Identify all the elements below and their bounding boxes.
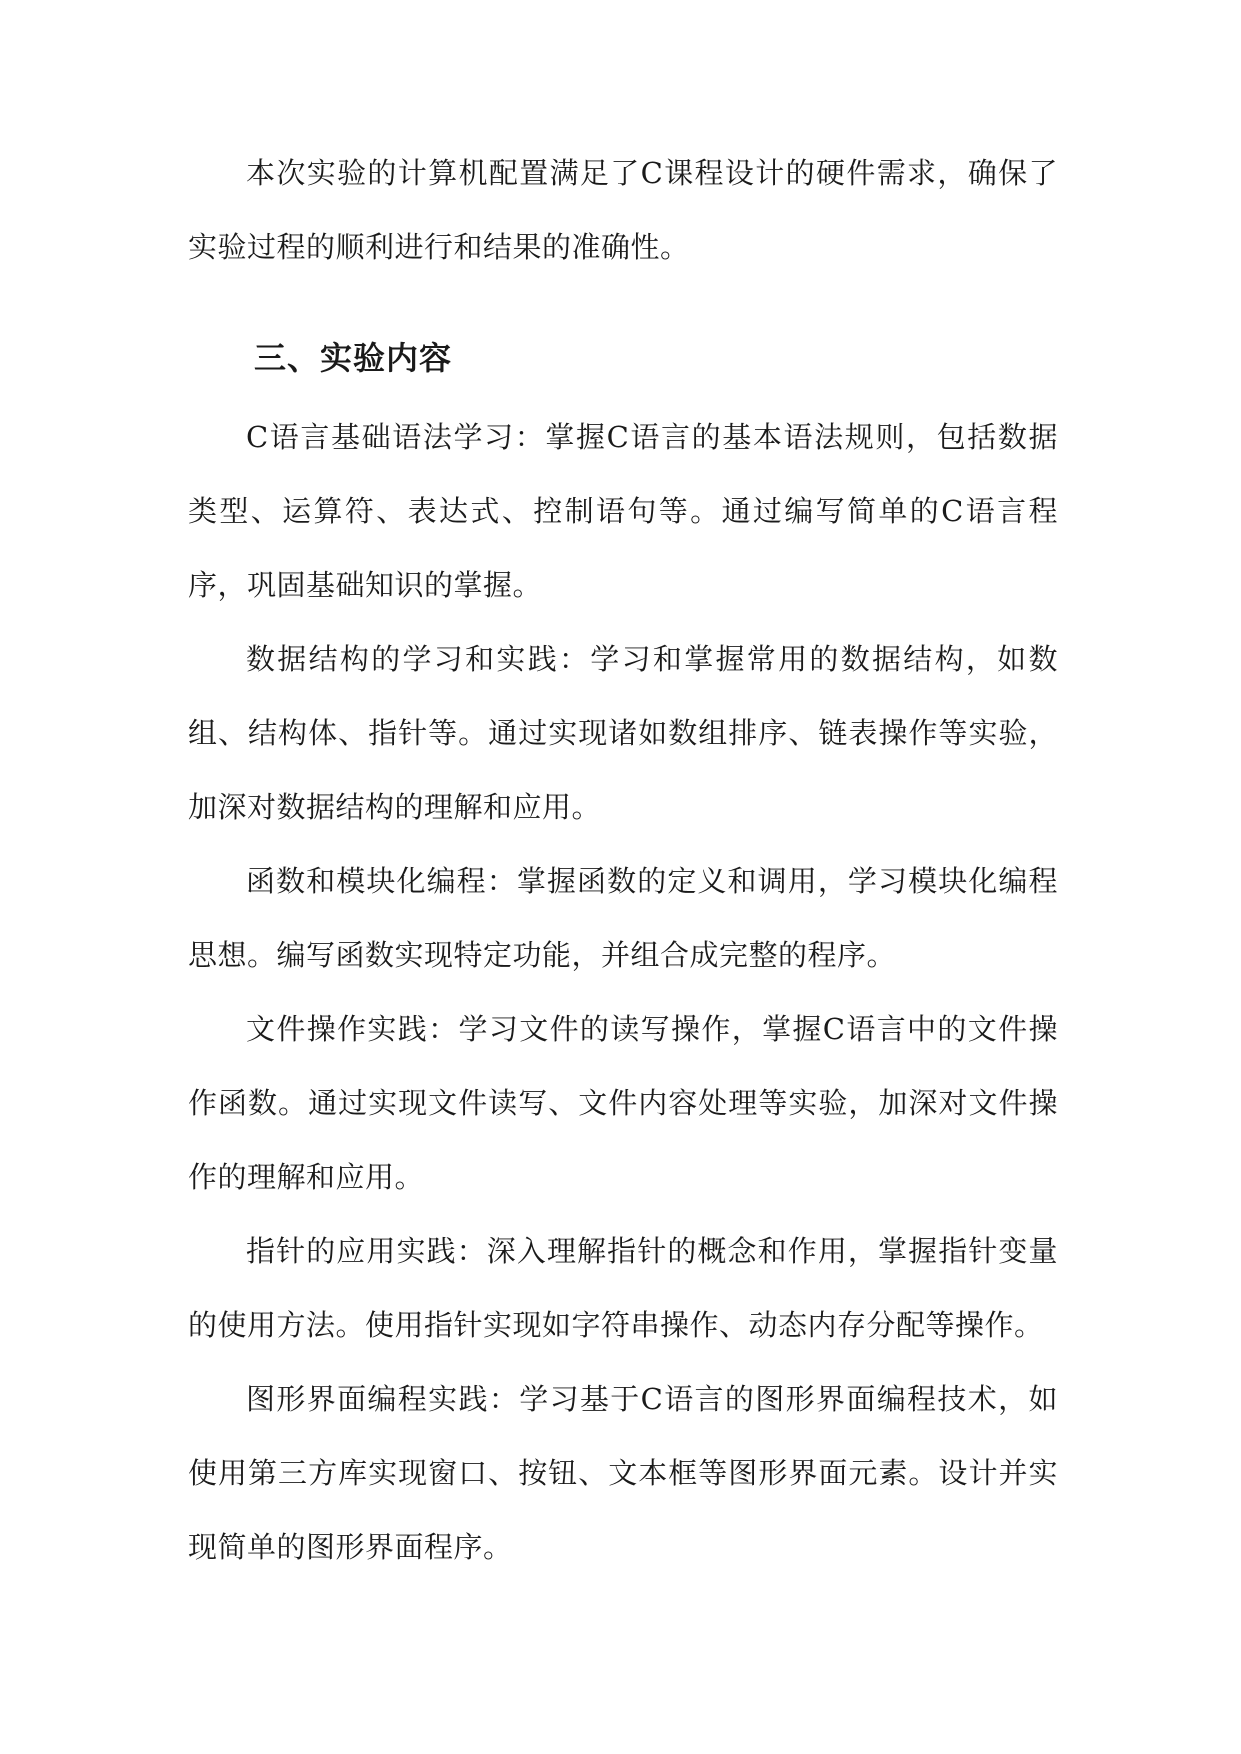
intro-paragraph: 本次实验的计算机配置满足了C课程设计的硬件需求，确保了实验过程的顺利进行和结果的准确性。 xyxy=(188,156,1058,264)
paragraph-c-syntax: C语言基础语法学习：掌握C语言的基本语法规则，包括数据类型、运算符、表达式、控制语句等。通过编写简单的C语言程序，巩固基础知识的掌握。 xyxy=(188,420,1058,602)
section-heading: 三、实验内容 xyxy=(254,339,453,377)
paragraph-functions: 函数和模块化编程：掌握函数的定义和调用，学习模块化编程思想。编写函数实现特定功能，并组合成完整的程序。 xyxy=(188,864,1058,972)
paragraph-pointers: 指针的应用实践：深入理解指针的概念和作用，掌握指针变量的使用方法。使用指针实现如字符串操作、动态内存分配等操作。 xyxy=(188,1234,1058,1342)
paragraph-gui: 图形界面编程实践：学习基于C语言的图形界面编程技术，如使用第三方库实现窗口、按钮、文本框等图形界面元素。设计并实现简单的图形界面程序。 xyxy=(188,1382,1058,1564)
paragraph-data-structures: 数据结构的学习和实践：学习和掌握常用的数据结构，如数组、结构体、指针等。通过实现诸如数组排序、链表操作等实验，加深对数据结构的理解和应用。 xyxy=(188,642,1058,824)
paragraph-file-ops: 文件操作实践：学习文件的读写操作，掌握C语言中的文件操作函数。通过实现文件读写、文件内容处理等实验，加深对文件操作的理解和应用。 xyxy=(188,1012,1058,1194)
